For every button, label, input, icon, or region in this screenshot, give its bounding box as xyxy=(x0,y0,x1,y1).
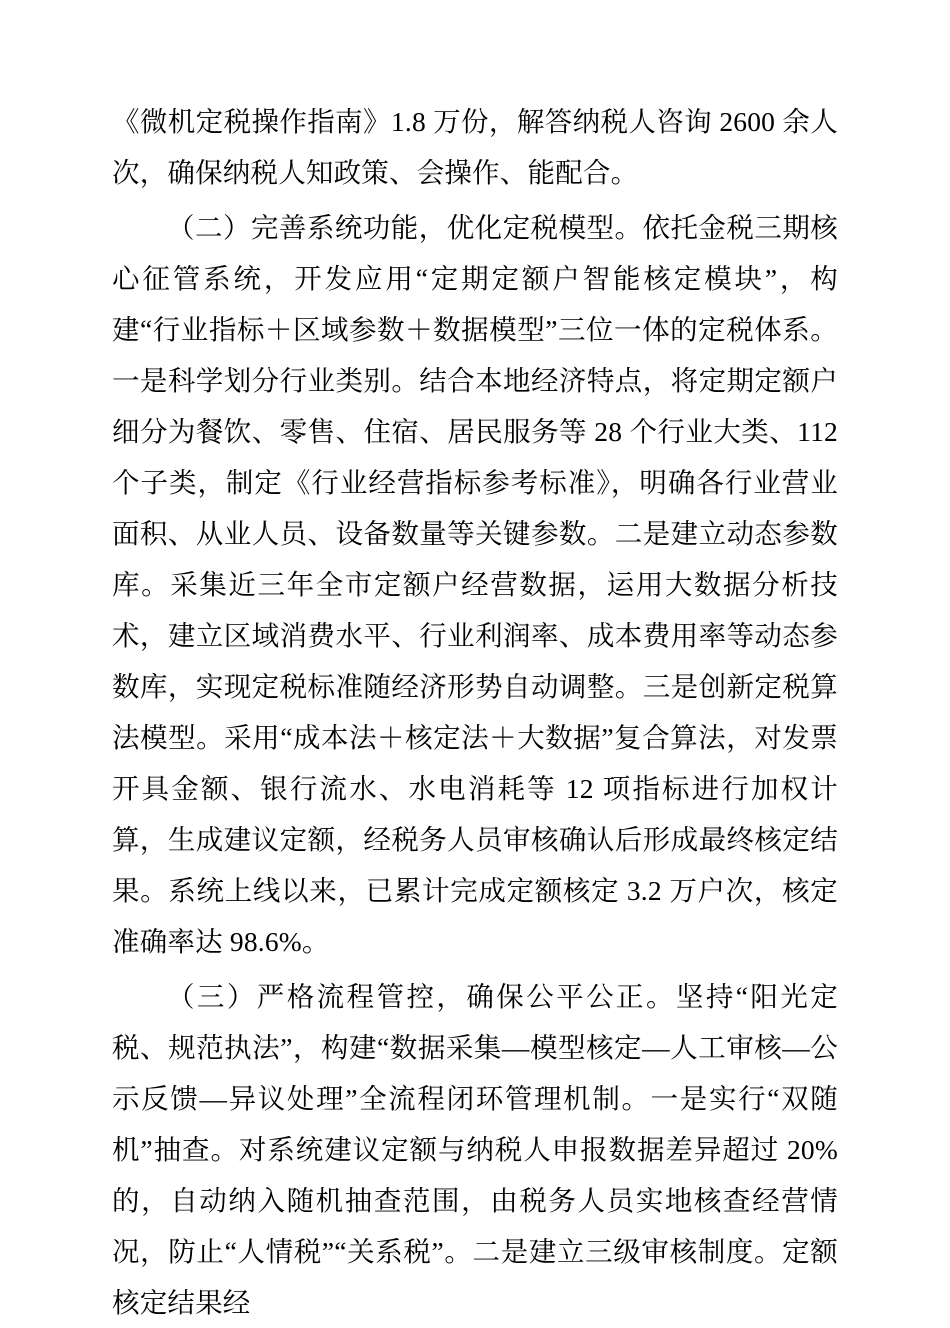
paragraph-section-three: （三）严格流程管控，确保公平公正。坚持“阳光定税、规范执法”，构建“数据采集—模型核定—人工审核—公示反馈—异议处理”全流程闭环管理机制。一是实行“双随机”抽查。对系统建议定额与纳税人申报数据差异超过 20%的，自动纳入随机抽查范围，由税务人员实地核查经营情况，防止“人情税”“关系税”。二是建立三级审核制度。定额核定结果经 xyxy=(112,981,838,1318)
document-body xyxy=(112,96,838,1328)
paragraph-continuation: 《微机定税操作指南》1.8 万份，解答纳税人咨询 2600 余人次，确保纳税人知政策、会操作、能配合。 xyxy=(112,106,838,188)
paragraph-section-two: （二）完善系统功能，优化定税模型。依托金税三期核心征管系统，开发应用“定期定额户智能核定模块”，构建“行业指标＋区域参数＋数据模型”三位一体的定税体系。一是科学划分行业类别。结合本地经济特点，将定期定额户细分为餐饮、零售、住宿、居民服务等 28 个行业大类、112 个子类，制定《行业经营指标参考标准》，明确各行业营业面积、从业人员、设备数量等关键参数。二是建立动态参数库。采集近三年全市定额户经营数据，运用大数据分析技术，建立区域消费水平、行业利润率、成本费用率等动态参数库，实现定税标准随经济形势自动调整。三是创新定税算法模型。采用“成本法＋核定法＋大数据”复合算法，对发票开具金额、银行流水、水电消耗等 12 项指标进行加权计算，生成建议定额，经税务人员审核确认后形成最终核定结果。系统上线以来，已累计完成定额核定 3.2 万户次，核定准确率达 98.6%。 xyxy=(112,212,838,957)
